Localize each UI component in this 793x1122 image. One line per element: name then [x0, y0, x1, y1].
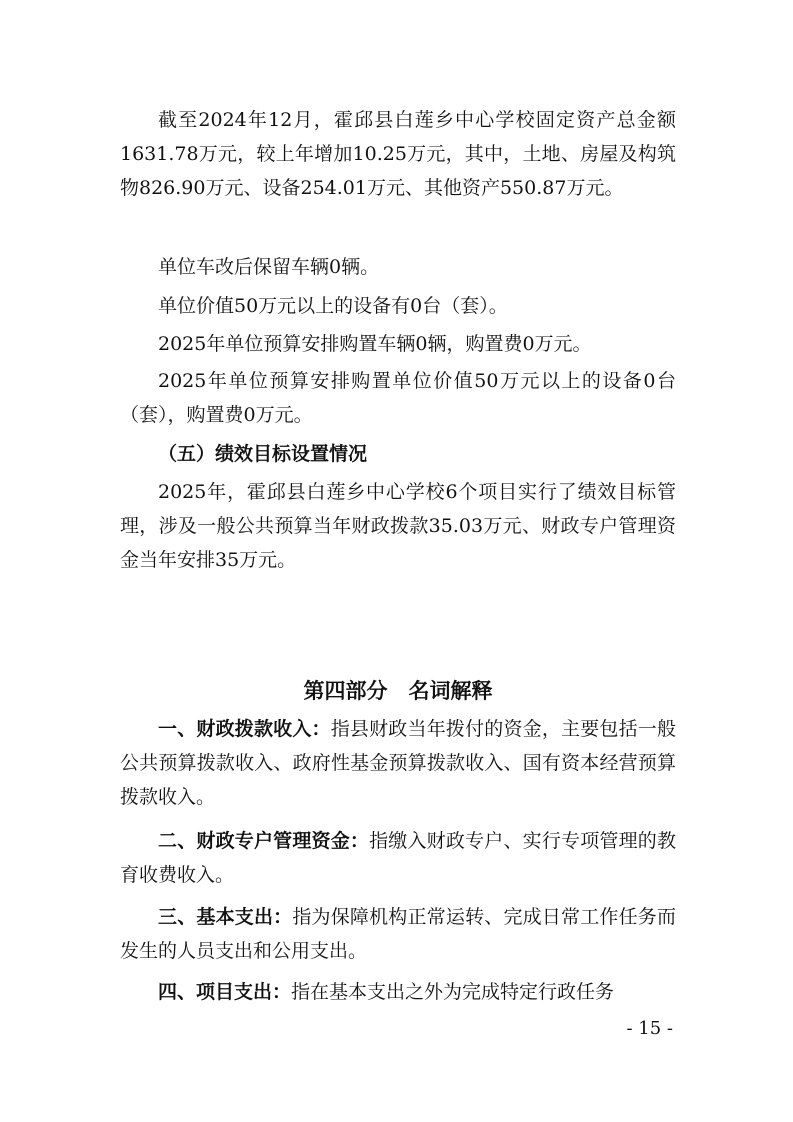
term-3-paragraph	[120, 900, 676, 968]
assets-paragraph: 截至2024年12月，霍邱县白莲乡中心学校固定资产总金额1631.78万元，较上年增加10.25万元，其中，土地、房屋及构筑物826.90万元、设备254.01万元、其他资产550.87万元。	[120, 109, 676, 199]
term-1-paragraph	[120, 712, 676, 814]
term-4-label: 四、项目支出：	[158, 981, 292, 1003]
term-3-label: 三、基本支出：	[158, 906, 293, 928]
term-2-label: 二、财政专户管理资金：	[158, 830, 370, 852]
term-2-definition: 指缴入财政专户、实行专项管理的教育收费收入。	[120, 830, 676, 886]
term-1-definition: 指县财政当年拨付的资金，主要包括一般公共预算拨款收入、政府性基金预算拨款收入、国有资本经营预算拨款收入。	[120, 718, 676, 808]
budget-equipment-paragraph: 2025年单位预算安排购置单位价值50万元以上的设备0台（套），购置费0万元。	[120, 370, 676, 426]
section-five-heading: （五）绩效目标设置情况	[158, 443, 368, 465]
vehicles-retained-paragraph: 单位车改后保留车辆0辆。	[158, 256, 380, 278]
section-five-body: 2025年，霍邱县白莲乡中心学校6个项目实行了绩效目标管理，涉及一般公共预算当年财政拨款35.03万元、财政专户管理资金当年安排35万元。	[120, 481, 676, 571]
term-4-paragraph	[120, 975, 676, 1009]
term-2-paragraph	[120, 824, 676, 892]
equipment-paragraph: 单位价值50万元以上的设备有0台（套）。	[158, 295, 508, 317]
part-four-title: 第四部分 名词解释	[303, 679, 493, 703]
term-1-label: 一、财政拨款收入：	[158, 718, 331, 740]
term-4-definition: 指在基本支出之外为完成特定行政任务	[291, 981, 615, 1003]
page-number: - 15 -	[626, 1018, 673, 1039]
budget-vehicles-paragraph: 2025年单位预算安排购置车辆0辆，购置费0万元。	[158, 333, 592, 355]
term-3-definition: 指为保障机构正常运转、完成日常工作任务而发生的人员支出和公用支出。	[120, 906, 676, 962]
